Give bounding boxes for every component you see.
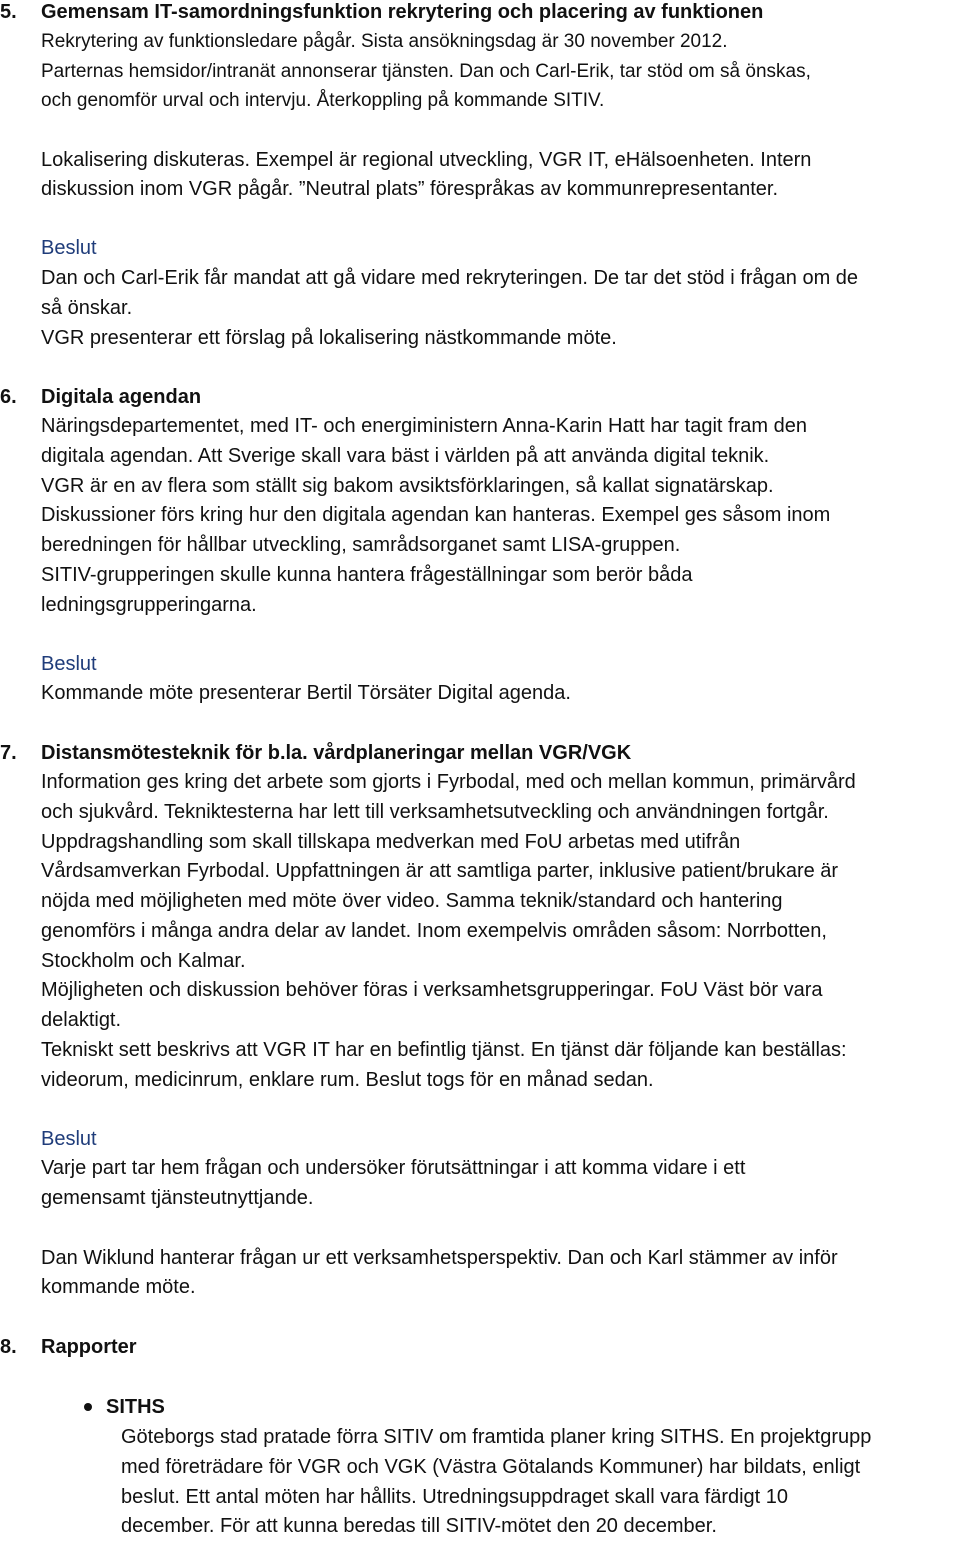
paragraph-line: digitala agendan. Att Sverige skall vara bäst i världen på att använda digital teknik. [41,445,770,467]
section-number: 5. [0,1,17,23]
paragraph-line: Varje part tar hem frågan och undersöker förutsättningar i att komma vidare i ett [41,1157,746,1179]
paragraph-line: genomförs i många andra delar av landet. Inom exempelvis områden såsom: Norrbotten, [41,920,827,942]
paragraph-line: och genomför urval och intervju. Återkoppling på kommande SITIV. [41,90,605,111]
paragraph-line: delaktigt. [41,1009,122,1031]
paragraph-line: Lokalisering diskuteras. Exempel är regional utveckling, VGR IT, eHälsoenheten. Intern [41,149,812,171]
paragraph-line: beredningen för hållbar utveckling, samrådsorganet samt LISA-gruppen. [41,534,681,556]
paragraph-line: Parternas hemsidor/intranät annonserar tjänsten. Dan och Carl-Erik, tar stöd om så önskas, [41,61,811,82]
section-number: 7. [0,742,17,764]
paragraph-line: SITIV-grupperingen skulle kunna hantera frågeställningar som berör båda [41,564,693,586]
paragraph-line: Vårdsamverkan Fyrbodal. Uppfattningen är att samtliga parter, inklusive patient/brukare är [41,860,839,882]
bullet-title: SITHS [106,1396,165,1418]
paragraph-line: diskussion inom VGR pågår. ”Neutral plats” förespråkas av kommunrepresentanter. [41,178,779,200]
section-title: Digitala agendan [41,386,202,408]
paragraph-line: Information ges kring det arbete som gjorts i Fyrbodal, med och mellan kommun, primärvård [41,771,856,793]
paragraph-line: VGR är en av flera som ställt sig bakom avsiktsförklaringen, så kallat signatärskap. [41,475,774,497]
paragraph-line: Kommande möte presenterar Bertil Törsäter Digital agenda. [41,682,571,704]
paragraph-line: ledningsgrupperingarna. [41,594,257,616]
section-number: 6. [0,386,17,408]
paragraph-line: beslut. Ett antal möten har hållits. Utredningsuppdraget skall vara färdigt 10 [121,1486,789,1508]
paragraph-line: Möjligheten och diskussion behöver föras i verksamhetsgrupperingar. FoU Väst bör vara [41,979,823,1001]
paragraph-line: Dan och Carl-Erik får mandat att gå vidare med rekryteringen. De tar det stöd i frågan om de [41,267,859,289]
paragraph-line: Uppdragshandling som skall tillskapa medverkan med FoU arbetas med utifrån [41,831,741,853]
paragraph-line: Stockholm och Kalmar. [41,950,246,972]
section-number: 8. [0,1336,17,1358]
paragraph-line: Dan Wiklund hanterar frågan ur ett verksamhetsperspektiv. Dan och Karl stämmer av inför [41,1247,838,1269]
section-title: Rapporter [41,1336,137,1358]
paragraph-line: så önskar. [41,297,133,319]
paragraph-line: Rekrytering av funktionsledare pågår. Sista ansökningsdag är 30 november 2012. [41,31,728,52]
section-title: Gemensam IT-samordningsfunktion rekrytering och placering av funktionen [41,1,764,23]
paragraph-line: Göteborgs stad pratade förra SITIV om framtida planer kring SITHS. En projektgrupp [121,1426,872,1448]
paragraph-line: Tekniskt sett beskrivs att VGR IT har en befintlig tjänst. En tjänst där följande kan beställas: [41,1039,847,1061]
paragraph-line: nöjda med möjligheten med möte över video. Samma teknik/standard och hantering [41,890,783,912]
paragraph-line: VGR presenterar ett förslag på lokalisering nästkommande möte. [41,327,617,349]
paragraph-line: kommande möte. [41,1276,196,1298]
paragraph-line: Diskussioner förs kring hur den digitala agendan kan hanteras. Exempel ges såsom inom [41,504,831,526]
paragraph-line: december. För att kunna beredas till SITIV-mötet den 20 december. [121,1515,717,1537]
paragraph-line: Näringsdepartementet, med IT- och energiministern Anna-Karin Hatt har tagit fram den [41,415,807,437]
paragraph-line: med företrädare för VGR och VGK (Västra Götalands Kommuner) har bildats, enligt [121,1456,861,1478]
paragraph-line: och sjukvård. Tekniktesterna har lett till verksamhetsutveckling och användningen fortgår. [41,801,829,823]
beslut-label: Beslut [41,1128,97,1150]
beslut-label: Beslut [41,653,97,675]
paragraph-line: gemensamt tjänsteutnyttjande. [41,1187,314,1209]
beslut-label: Beslut [41,237,97,259]
bullet-icon [84,1403,92,1411]
paragraph-line: videorum, medicinrum, enklare rum. Beslut togs för en månad sedan. [41,1069,654,1091]
section-title: Distansmötesteknik för b.la. vårdplaneringar mellan VGR/VGK [41,742,632,764]
